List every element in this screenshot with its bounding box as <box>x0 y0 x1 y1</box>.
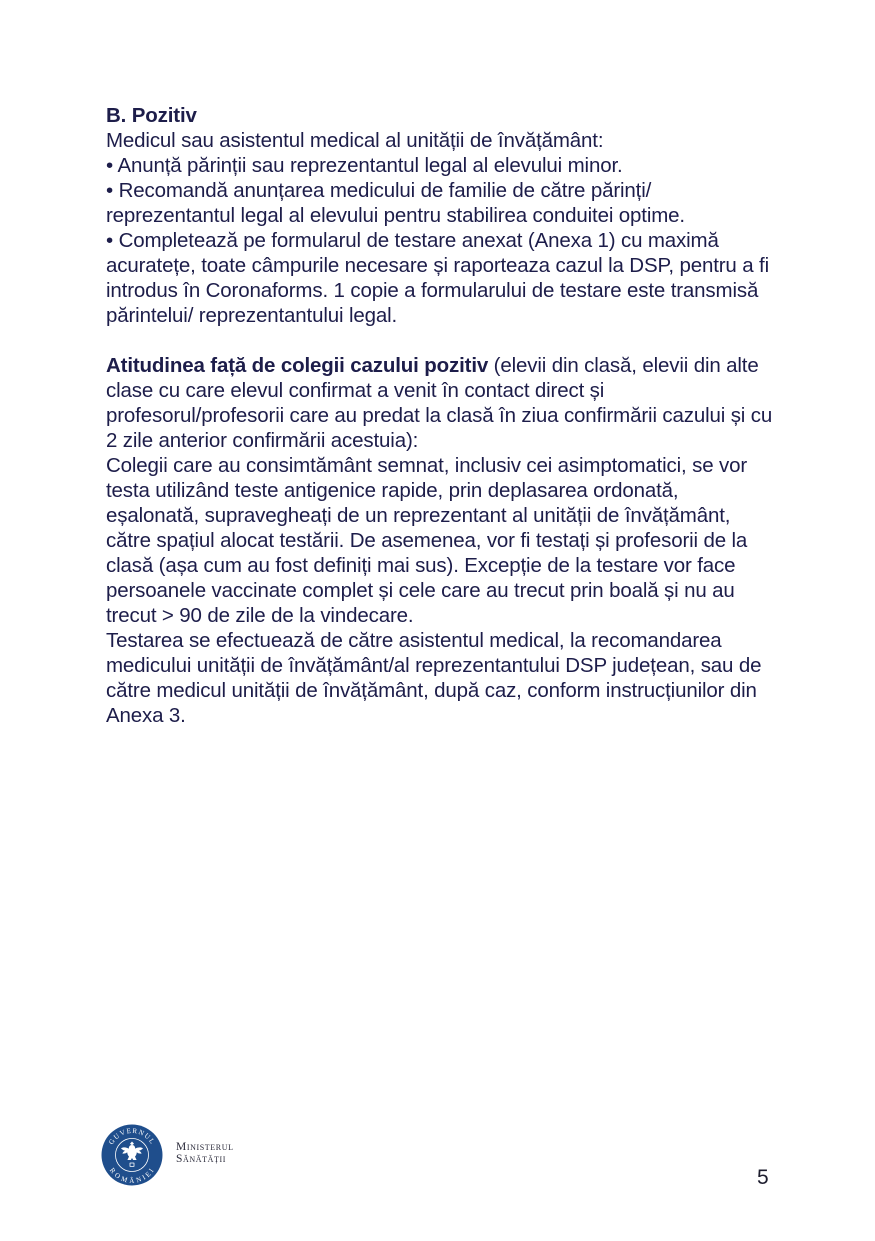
body-paragraph: Colegii care au consimtământ semnat, inclusiv cei asimptomatici, se vor testa utilizând teste antigenice rapide, prin deplasarea ordonată, eșalonată, supravegheați de un reprezentant al unității de învățământ, către spațiul alocat testării. De asemenea, vor fi testați și profesorii de la clasă (așa cum au fost definiți mai sus). Excepție de la testare vor face persoanele vaccinate complet și cele care au trecut prin boală și nu au trecut > 90 de zile de la vindecare. <box>106 454 748 627</box>
logo-ring-bottom-text: ROMÂNIEI <box>107 1166 157 1185</box>
section-intro: Medicul sau asistentul medical al unității de învățământ: <box>106 129 604 152</box>
bullet-item: • Completează pe formularul de testare anexat (Anexa 1) cu maximă acuratețe, toate câmpurile necesare și raporteaza cazul la DSP, pentru a fi introdus în Coronaforms. 1 copie a formularului de testare este transmisă părintelui/ reprezentantului legal. <box>106 229 769 327</box>
colleagues-lead-bold: Atitudinea față de colegii cazului pozitiv <box>106 354 489 377</box>
colleagues-lead-paragraph <box>106 353 774 453</box>
ministry-line-1: Ministerul <box>176 1141 234 1153</box>
government-seal-logo <box>101 1124 163 1186</box>
ministry-name <box>176 1141 234 1165</box>
bullet-item: • Recomandă anunțarea medicului de familie de către părinți/ reprezentantul legal al elevului pentru stabilirea conduitei optime. <box>106 179 685 227</box>
ministry-line-2: Sănătății <box>176 1153 227 1165</box>
bullet-item: • Anunță părinții sau reprezentantul legal al elevului minor. <box>106 154 623 177</box>
logo-ring-top-text: GUVERNUL <box>107 1126 157 1147</box>
colleagues-lead-rest: (elevii din clasă, elevii din alte clase cu care elevul confirmat a venit în contact direct și profesorul/profesorii care au predat la clasă în ziua confirmării cazului și cu 2 zile anterior confirmării acestuia): <box>106 354 773 452</box>
document-body <box>106 103 774 728</box>
section-heading: B. Pozitiv <box>106 104 197 127</box>
page-number: 5 <box>757 1166 769 1189</box>
body-paragraph: Testarea se efectuează de către asistentul medical, la recomandarea medicului unității de învățământ/al reprezentantului DSP județean, sau de către medicul unității de învățământ, după caz, conform instrucțiunilor din Anexa 3. <box>106 629 762 727</box>
paragraph-gap <box>106 328 774 353</box>
